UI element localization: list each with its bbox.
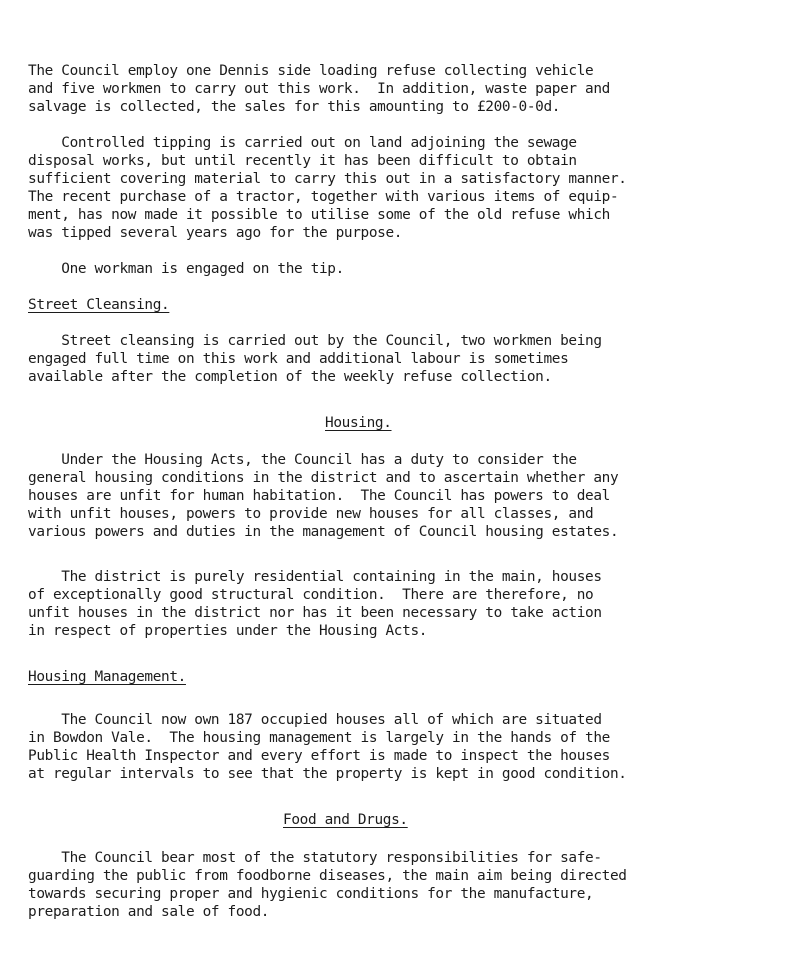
section-heading-street-cleansing: Street Cleansing. [28, 297, 170, 313]
text-line: of exceptionally good structural condition. There are therefore, no [28, 587, 594, 603]
text-line: engaged full time on this work and additional labour is sometimes [28, 351, 569, 367]
text-line: preparation and sale of food. [28, 904, 270, 920]
text-line: unfit houses in the district nor has it been necessary to take action [28, 605, 602, 621]
text-line: with unfit houses, powers to provide new houses for all classes, and [28, 506, 594, 522]
text-line: towards securing proper and hygienic conditions for the manufacture, [28, 886, 594, 902]
section-heading-housing-management: Housing Management. [28, 669, 186, 685]
section-heading-food-and-drugs: Food and Drugs. [283, 812, 408, 828]
text-line: at regular intervals to see that the property is kept in good condition. [28, 766, 627, 782]
text-line: Under the Housing Acts, the Council has a duty to consider the [28, 452, 577, 468]
text-line: Street cleansing is carried out by the Council, two workmen being [28, 333, 602, 349]
text-line: was tipped several years ago for the purpose. [28, 225, 403, 241]
text-line: in Bowdon Vale. The housing management is largely in the hands of the [28, 730, 610, 746]
text-line: The recent purchase of a tractor, together with various items of equip- [28, 189, 619, 205]
text-line: available after the completion of the weekly refuse collection. [28, 369, 552, 385]
text-line: One workman is engaged on the tip. [28, 261, 344, 277]
text-line: The Council employ one Dennis side loading refuse collecting vehicle [28, 63, 594, 79]
section-heading-housing: Housing. [325, 415, 392, 431]
text-line: salvage is collected, the sales for this amounting to £200-0-0d. [28, 99, 561, 115]
text-line: ment, has now made it possible to utilise some of the old refuse which [28, 207, 610, 223]
text-line: sufficient covering material to carry this out in a satisfactory manner. [28, 171, 627, 187]
text-line: and five workmen to carry out this work. In addition, waste paper and [28, 81, 610, 97]
text-line: guarding the public from foodborne diseases, the main aim being directed [28, 868, 627, 884]
text-line: general housing conditions in the district and to ascertain whether any [28, 470, 619, 486]
text-line: Controlled tipping is carried out on land adjoining the sewage [28, 135, 577, 151]
text-line: The Council bear most of the statutory responsibilities for safe- [28, 850, 602, 866]
text-line: in respect of properties under the Housing Acts. [28, 623, 428, 639]
text-line: houses are unfit for human habitation. The Council has powers to deal [28, 488, 610, 504]
text-line: various powers and duties in the management of Council housing estates. [28, 524, 619, 540]
text-line: The district is purely residential containing in the main, houses [28, 569, 602, 585]
text-line: disposal works, but until recently it has been difficult to obtain [28, 153, 577, 169]
text-line: The Council now own 187 occupied houses all of which are situated [28, 712, 602, 728]
text-line: Public Health Inspector and every effort is made to inspect the houses [28, 748, 610, 764]
